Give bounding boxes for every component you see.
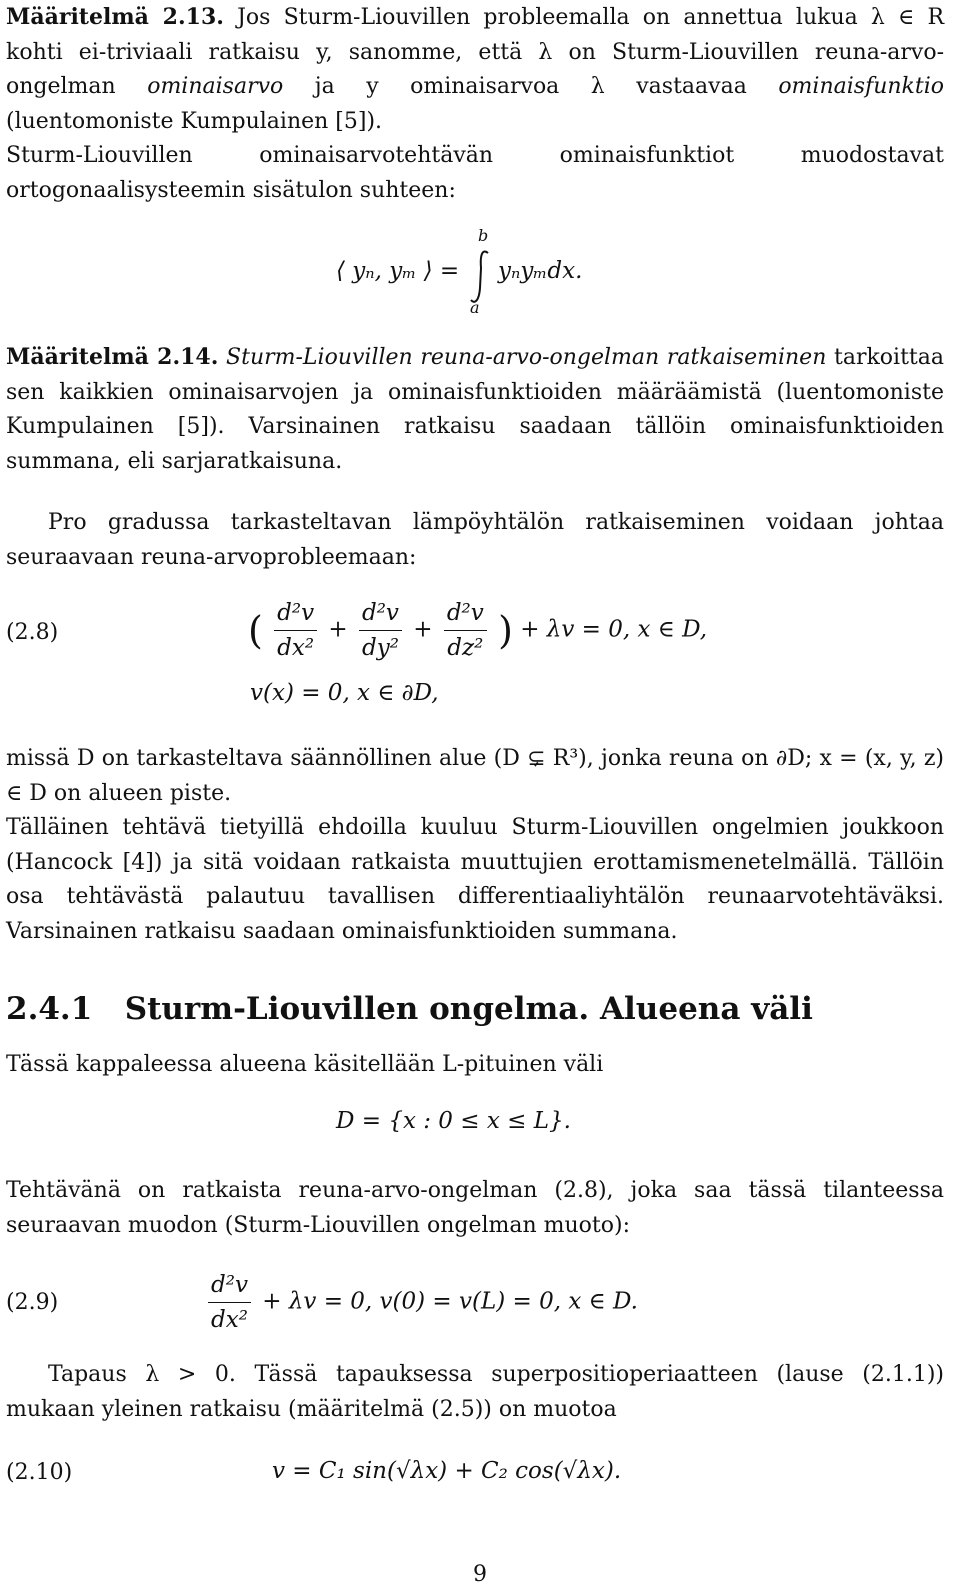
inner-product-rhs: yₙyₘdx.	[498, 258, 583, 284]
equation-2-9-body	[204, 1268, 638, 1337]
section-number: 2.4.1	[6, 991, 93, 1027]
paragraph-tapaus: Tapaus λ > 0. Tässä tapauksessa superpositioperiaatteen (lause (2.1.1)) mukaan yleinen ratkaisu (määritelmä (2.5)) on muotoa	[6, 1362, 944, 1422]
integral-lower-limit: a	[470, 298, 480, 317]
equation-domain: D = {x : 0 ≤ x ≤ L}.	[336, 1108, 571, 1134]
left-paren: (	[248, 608, 263, 653]
definition-text: Sturm-Liouvillen ominaisarvotehtävän ominaisfunktiot muodostavat ortogonaalisysteemin sisätulon suhteen:	[6, 143, 944, 203]
fraction-d2v-dx2: $\frac{\text{d²v}}{\text{dx²}}$	[274, 596, 317, 665]
equation-2-10-body: v = C₁ sin(√λx) + C₂ cos(√λx).	[272, 1458, 622, 1484]
equation-tail: + λv = 0, v(0) = v(L) = 0, x ∈ D.	[262, 1288, 638, 1315]
paragraph-tehtava: Tehtävänä on ratkaista reuna-arvo-ongelman (2.8), joka saa tässä tilanteessa seuraavan muodon (Sturm-Liouvillen ongelman muoto):	[6, 1178, 944, 1238]
paragraph-missa: missä D on tarkasteltava säännöllinen alue (D ⊊ R³), jonka reuna on ∂D; x = (x, y, z) ∈ D on alueen piste. Tälläinen tehtävä tietyillä ehdoilla kuuluu Sturm-Liouvillen ongelmien joukkoon (Hancock [4]) ja sitä voidaan ratkaista muuttujien erottamismenetelmällä. Tällöin osa tehtävästä palautuu tavallisen differentiaaliyhtälön reunaarvotehtäväksi. Varsinainen ratkaisu saadaan ominaisfunktioiden summana.	[6, 746, 944, 944]
equation-2-8-line-2: v(x) = 0, x ∈ ∂D,	[250, 680, 439, 706]
definition-text: Jos Sturm-Liouvillen probleemalla on annettua lukua λ ∈ R kohti ei-triviaali ratkaisu y, sanomme, että λ on Sturm-Liouvillen reuna-arvo-ongelman	[6, 5, 945, 99]
definition-heading: Määritelmä 2.14.	[6, 344, 219, 370]
definition-text: (luentomoniste Kumpulainen [5]).	[6, 108, 383, 134]
integral-upper-limit: b	[478, 226, 489, 245]
right-paren: )	[498, 608, 513, 653]
fraction-d2v-dz2: $\frac{\text{d²v}}{\text{dz²}}$	[444, 596, 487, 665]
paragraph-gradu: Pro gradussa tarkasteltavan lämpöyhtälön ratkaiseminen voidaan johtaa seuraavaan reuna-arvoprobleemaan:	[6, 510, 944, 570]
definition-text: tarkoittaa sen kaikkien ominaisarvojen ja ominaisfunktioiden määräämistä (luentomoniste Kumpulainen [5]). Varsinainen ratkaisu saadaan tällöin ominaisfunktioiden summana, eli sarjaratkaisuna.	[6, 345, 945, 474]
equation-2-8-line-1: ( $\frac{\text{d²v}}{\text{dx²}}$ + $\frac{\text{d²v}}{\text{dy²}}$ + $\frac{\text{d²v}}{\text{dz²}}$ ) + λv = 0, x ∈ D,	[248, 596, 707, 665]
fraction-d2v-dx2: $\frac{\text{d²v}}{\text{dx²}}$	[208, 1268, 251, 1337]
section-heading	[6, 991, 813, 1027]
paragraph-kappale: Tässä kappaleessa alueena käsitellään L-pituinen väli	[6, 1052, 604, 1077]
inner-product-lhs: ⟨ yₙ, yₘ ⟩ =	[336, 258, 460, 284]
definition-heading: Määritelmä 2.13.	[6, 4, 224, 30]
term-ominaisarvo: ominaisarvo	[147, 74, 284, 99]
section-title: Sturm-Liouvillen ongelma. Alueena väli	[124, 991, 813, 1027]
fraction-d2v-dy2: $\frac{\text{d²v}}{\text{dy²}}$	[359, 596, 402, 665]
definition-text: ja y ominaisarvoa λ vastaavaa	[283, 74, 779, 99]
definition-2-13	[6, 0, 944, 208]
equation-label: (2.10)	[6, 1460, 73, 1485]
definition-2-14	[6, 340, 944, 479]
term-ominaisfunktio: ominaisfunktio	[778, 74, 944, 99]
equation-tail: + λv = 0, x ∈ D,	[520, 616, 708, 643]
equation-label: (2.8)	[6, 620, 59, 645]
equation-label: (2.9)	[6, 1290, 59, 1315]
page-number: 9	[473, 1562, 487, 1587]
term-reuna-arvo-ratkaiseminen: Sturm-Liouvillen reuna-arvo-ongelman ratkaiseminen	[218, 345, 827, 370]
